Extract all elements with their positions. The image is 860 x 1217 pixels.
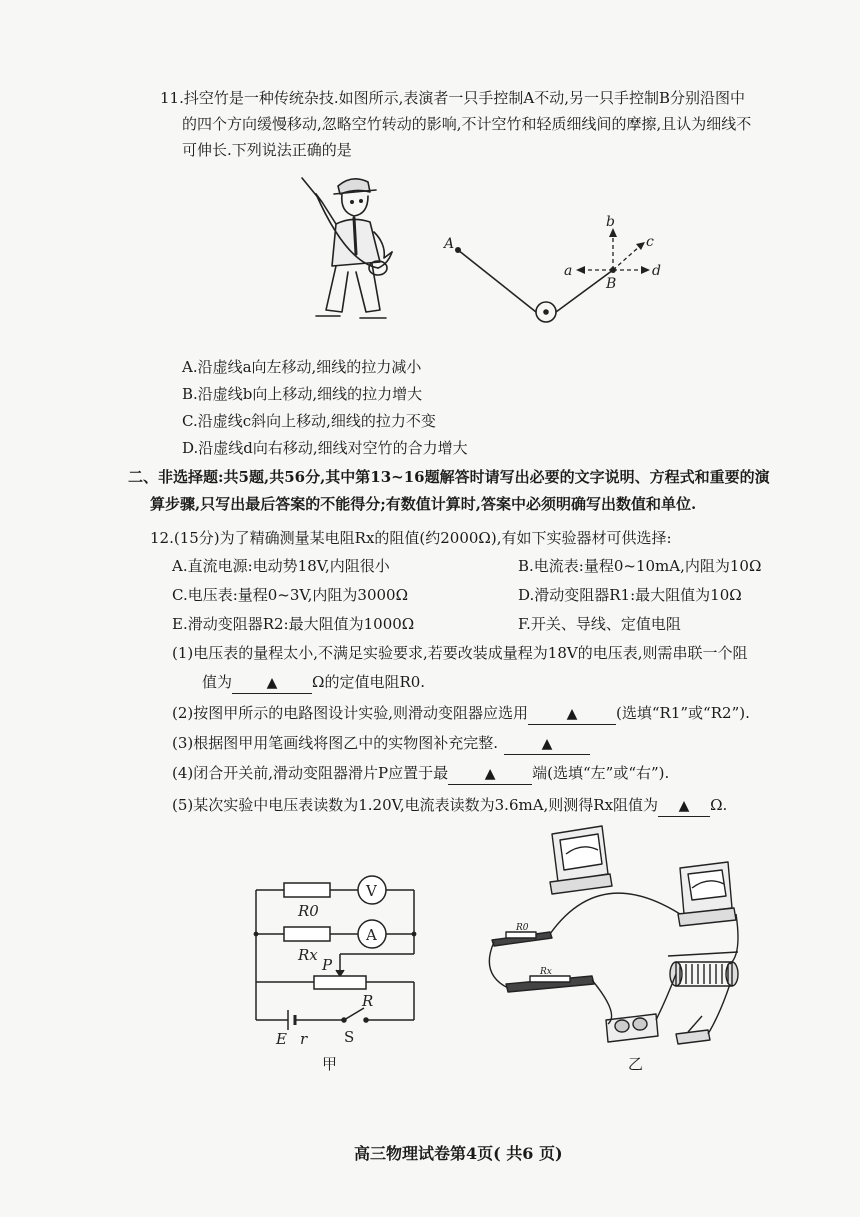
q12-item-a: A.直流电源:电动势18V,内阻很小 xyxy=(172,557,390,575)
q12-sub4 xyxy=(172,763,669,785)
blank-marker: ▲ xyxy=(566,706,578,722)
photo-label-Rx: Rx xyxy=(540,967,552,977)
q11-option-c: C.沿虚线c斜向上移动,细线的拉力不变 xyxy=(182,412,436,430)
q11-option-b: B.沿虚线b向上移动,细线的拉力增大 xyxy=(182,385,423,403)
q12-sub5-prefix: (5)某次实验中电压表读数为1.20V,电流表读数为3.6mA,则测得Rx阻值为 xyxy=(172,796,659,814)
q12-sub2-prefix: (2)按图甲所示的电路图设计实验,则滑动变阻器应选用 xyxy=(172,704,529,722)
q11-line-3: 可伸长.下列说法正确的是 xyxy=(182,141,352,159)
performer-illustration xyxy=(296,172,406,324)
label-S: S xyxy=(344,1028,355,1046)
q12-sub2 xyxy=(172,703,750,725)
diabolo-direction-diagram xyxy=(440,212,670,332)
q12-sub2-suffix: (选填“R1”或“R2”). xyxy=(616,704,750,722)
q12-sub4-prefix: (4)闭合开关前,滑动变阻器滑片P应置于最 xyxy=(172,764,449,782)
q12-item-c: C.电压表:量程0~3V,内阻为3000Ω xyxy=(172,586,409,604)
label-c: c xyxy=(646,234,654,250)
q12-sub1-prefix: 值为 xyxy=(202,673,233,691)
blank-marker: ▲ xyxy=(678,798,690,814)
q12-sub1-line-2 xyxy=(202,672,425,694)
q12-item-e: E.滑动变阻器R2:最大阻值为1000Ω xyxy=(172,615,415,633)
blank-marker: ▲ xyxy=(266,675,278,691)
q12-sub5-suffix: Ω. xyxy=(710,796,728,814)
q12-item-b: B.电流表:量程0~10mA,内阻为10Ω xyxy=(518,557,762,575)
label-E: E xyxy=(276,1030,287,1048)
label-r: r xyxy=(300,1030,308,1048)
answer-blank-3[interactable] xyxy=(504,733,590,755)
q12-sub3 xyxy=(172,733,590,755)
label-B: B xyxy=(606,276,617,292)
section2-line-2: 算步骤,只写出最后答案的不能得分;有数值计算时,答案中必须明确写出数值和单位. xyxy=(150,495,697,513)
page-footer: 高三物理试卷第4页( 共6 页) xyxy=(354,1144,563,1163)
q11-option-d: D.沿虚线d向右移动,细线对空竹的合力增大 xyxy=(182,439,468,457)
label-A: A xyxy=(444,236,455,252)
q12-item-f: F.开关、导线、定值电阻 xyxy=(518,615,681,633)
section2-line-1: 二、非选择题:共5题,共56分,其中第13~16题解答时请写出必要的文字说明、方程式和重要的演 xyxy=(128,468,770,486)
answer-blank-1[interactable] xyxy=(232,672,312,694)
answer-blank-2[interactable] xyxy=(528,703,616,725)
photo-label-R0: R0 xyxy=(516,923,529,933)
ammeter-symbol: A xyxy=(366,926,377,944)
q12-sub5 xyxy=(172,795,727,817)
caption-jia: 甲 xyxy=(322,1055,338,1073)
answer-blank-4[interactable] xyxy=(448,763,532,785)
q11-line-1: 11.抖空竹是一种传统杂技.如图所示,表演者一只手控制A不动,另一只手控制B分别沿图中 xyxy=(160,89,746,107)
q12-item-d: D.滑动变阻器R1:最大阻值为10Ω xyxy=(518,586,742,604)
blank-marker: ▲ xyxy=(541,736,553,752)
q11-line-2: 的四个方向缓慢移动,忽略空竹转动的影响,不计空竹和轻质细线间的摩擦,且认为细线不 xyxy=(182,115,752,133)
caption-yi: 乙 xyxy=(628,1055,644,1073)
q12-sub1-suffix: Ω的定值电阻R0. xyxy=(312,673,426,691)
label-Rx: Rx xyxy=(298,946,318,964)
q12-sub1-line-1: (1)电压表的量程太小,不满足实验要求,若要改装成量程为18V的电压表,则需串联一个阻 xyxy=(172,644,748,662)
voltmeter-symbol: V xyxy=(366,882,377,900)
q11-option-a: A.沿虚线a向左移动,细线的拉力减小 xyxy=(182,358,422,376)
q12-sub3-text: (3)根据图甲用笔画线将图乙中的实物图补充完整. xyxy=(172,734,499,752)
label-a: a xyxy=(564,263,573,279)
label-P: P xyxy=(322,956,333,974)
label-d: d xyxy=(652,263,661,279)
blank-marker: ▲ xyxy=(484,766,496,782)
label-R0: R0 xyxy=(298,902,319,920)
circuit-diagram-jia xyxy=(248,872,428,1052)
label-R: R xyxy=(362,992,374,1010)
apparatus-diagram-yi xyxy=(480,824,740,1054)
q12-intro: 12.(15分)为了精确测量某电阻Rx的阻值(约2000Ω),有如下实验器材可供选择: xyxy=(150,529,672,547)
label-b: b xyxy=(606,214,615,230)
answer-blank-5[interactable] xyxy=(658,795,710,817)
q12-sub4-suffix: 端(选填“左”或“右”). xyxy=(532,764,670,782)
